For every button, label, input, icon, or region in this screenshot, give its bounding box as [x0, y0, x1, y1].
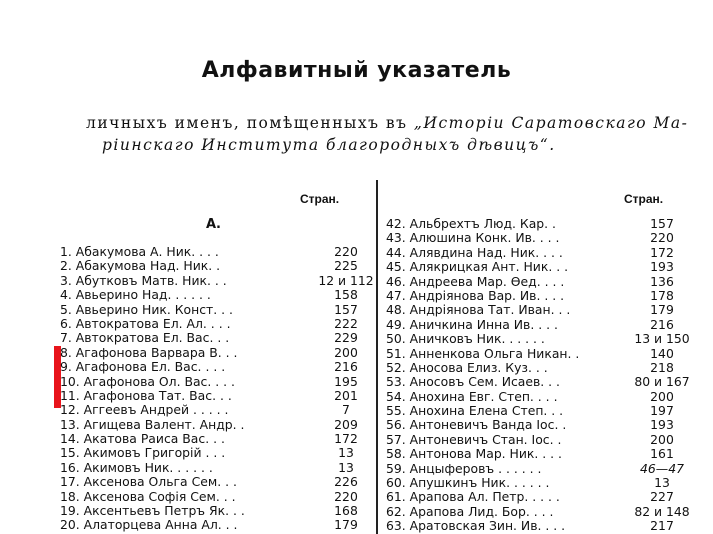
entry-page: 229 [334, 330, 358, 346]
entry-name: 9. Агафонова Ел. Вас. . . . [60, 359, 226, 375]
index-entry [386, 519, 686, 533]
entry-page: 193 [650, 259, 674, 275]
entry-page: 140 [650, 345, 674, 361]
entry-name: 46. Андреева Мар. Ѳед. . . . [386, 273, 565, 289]
index-entry [60, 504, 360, 518]
index-entry [60, 288, 360, 302]
entry-name: 54. Анохина Евг. Степ. . . . [386, 388, 558, 404]
entry-page: 226 [334, 474, 358, 490]
index-entry [60, 446, 360, 460]
entry-page: 168 [334, 503, 358, 519]
entry-page: 218 [650, 359, 674, 375]
index-entry [386, 503, 690, 519]
entry-name: 20. Алаторцева Анна Ал. . . [60, 517, 238, 533]
index-entry [60, 317, 360, 331]
entry-name: 44. Алявдина Над. Ник. . . . [386, 244, 563, 260]
entry-name: 13. Агищева Валент. Андр. . [60, 416, 245, 432]
subtitle-plain-text: личныхъ именъ, помѣщенныхъ въ [86, 114, 414, 132]
entry-name: 18. Аксенова Софія Сем. . . [60, 488, 236, 504]
index-entry [60, 259, 360, 273]
entry-page: 172 [650, 244, 674, 260]
entry-name: 3. Абутковъ Матв. Ник. . . [60, 272, 227, 288]
index-entry [386, 347, 686, 361]
entry-name: 50. Аничковъ Ник. . . . . . [386, 331, 545, 347]
index-entry [60, 346, 360, 360]
entry-page: 82 и 148 [634, 503, 690, 519]
entry-name: 12. Аггеевъ Андрей . . . . . [60, 402, 229, 418]
index-entry [386, 260, 686, 274]
index-entry [386, 231, 686, 245]
index-entry [386, 217, 686, 231]
entry-page: 195 [334, 373, 358, 389]
index-entry [60, 490, 360, 504]
index-entry [60, 303, 360, 317]
entry-page: 178 [650, 287, 674, 303]
entry-page: 161 [650, 446, 674, 462]
entry-name: 19. Аксентьевъ Петръ Як. . . [60, 503, 245, 519]
entry-name: 60. Апушкинъ Ник. . . . . . [386, 475, 550, 491]
index-entry [386, 418, 686, 432]
entry-page: 200 [334, 344, 358, 360]
index-entry [60, 461, 360, 475]
entry-name: 51. Анненкова Ольга Никан. . [386, 345, 580, 361]
entry-name: 53. Аносовъ Сем. Исаев. . . [386, 374, 560, 390]
entry-page: 216 [650, 316, 674, 332]
right-column-header: Стран. [624, 192, 664, 206]
entry-page: 12 и 112 [318, 272, 374, 288]
entry-page: 209 [334, 416, 358, 432]
left-entry-list [60, 244, 374, 533]
index-entry [60, 389, 360, 403]
entry-name: 7. Автократова Ел. Вас. . . [60, 330, 230, 346]
index-entry [386, 361, 686, 375]
entry-name: 1. Абакумова А. Ник. . . . [60, 244, 219, 259]
entry-name: 4. Авьерино Над. . . . . . [60, 287, 211, 303]
subtitle-italic-text: „Исторіи Саратовскаго Ма- [413, 114, 689, 132]
entry-page: 13 и 150 [634, 331, 690, 347]
entry-name: 8. Агафонова Варвара В. . . [60, 344, 238, 360]
entry-page: 157 [650, 216, 674, 231]
index-entry [386, 374, 690, 390]
index-entry [60, 375, 360, 389]
entry-page: 158 [334, 287, 358, 303]
entry-name: 63. Аратовская Зин. Ив. . . . [386, 518, 566, 534]
entry-page: 7 [342, 402, 350, 418]
entry-page: 200 [650, 431, 674, 447]
index-entry [386, 331, 690, 347]
entry-name: 14. Акатова Раиса Вас. . . [60, 431, 225, 447]
entry-page: 172 [334, 431, 358, 447]
entry-name: 55. Анохина Елена Степ. . . [386, 403, 564, 419]
entry-name: 45. Алякрицкая Ант. Ник. . . [386, 259, 569, 275]
entry-name: 15. Акимовъ Григорій . . . [60, 445, 226, 461]
entry-page: 197 [650, 403, 674, 419]
index-entry [60, 432, 360, 446]
entry-page: 200 [650, 388, 674, 404]
index-entry [60, 475, 360, 489]
entry-name: 10. Агафонова Ол. Вас. . . . [60, 373, 235, 389]
entry-page: 13 [338, 445, 354, 461]
index-entry [386, 246, 686, 260]
entry-name: 58. Антонова Мар. Ник. . . . [386, 446, 562, 462]
entry-name: 47. Андріянова Вар. Ив. . . . [386, 287, 565, 303]
entry-name: 52. Аносова Елиз. Куз. . . [386, 359, 548, 375]
index-entry [386, 275, 686, 289]
entry-page: 216 [334, 359, 358, 375]
index-entry [60, 245, 360, 259]
entry-name: 49. Аничкина Инна Ив. . . . [386, 316, 558, 332]
entry-page: 220 [650, 230, 674, 246]
entry-page: 193 [650, 417, 674, 433]
index-entry [386, 476, 686, 490]
entry-name: 62. Арапова Лид. Бор. . . . [386, 503, 554, 519]
index-entry [386, 289, 686, 303]
entry-name: 59. Анцыферовъ . . . . . . [386, 460, 542, 476]
entry-page: 46—47 [640, 460, 684, 476]
index-entry [386, 447, 686, 461]
entry-name: 6. Автократова Ел. Ал. . . . [60, 315, 231, 331]
index-entry [60, 418, 360, 432]
entry-name: 56. Антоневичъ Ванда Іос. . [386, 417, 567, 433]
entry-page: 222 [334, 315, 358, 331]
entry-page: 217 [650, 518, 674, 534]
index-entry [386, 390, 686, 404]
entry-name: 43. Алюшина Конк. Ив. . . . [386, 230, 560, 246]
entry-name: 2. Абакумова Над. Ник. . [60, 258, 221, 274]
index-entry [60, 272, 374, 288]
entry-page: 80 и 167 [634, 374, 690, 390]
entry-name: 42. Альбрехтъ Люд. Кар. . [386, 216, 556, 231]
entry-page: 13 [338, 459, 354, 475]
index-entry [60, 360, 360, 374]
index-entry [386, 462, 686, 476]
entry-name: 17. Аксенова Ольга Сем. . . [60, 474, 237, 490]
entry-page: 157 [334, 301, 358, 317]
index-entry [386, 303, 686, 317]
entry-page: 220 [334, 244, 358, 259]
index-entry [386, 433, 686, 447]
subtitle-line-2: ріинскаго Института благородныхъ дѣвицъ“. [102, 136, 556, 154]
entry-name: 11. Агафонова Тат. Вас. . . [60, 387, 232, 403]
left-column-header: Стран. [300, 192, 340, 206]
entry-name: 48. Андріянова Тат. Иван. . . [386, 302, 571, 318]
entry-page: 227 [650, 489, 674, 505]
entry-page: 201 [334, 387, 358, 403]
index-entry [60, 331, 360, 345]
entry-name: 5. Авьерино Ник. Конст. . . [60, 301, 233, 317]
right-entry-list [386, 216, 690, 534]
index-entry [60, 518, 360, 532]
entry-page: 13 [654, 475, 670, 491]
index-entry [386, 404, 686, 418]
section-letter: А. [206, 217, 221, 232]
index-entry [60, 403, 360, 417]
entry-page: 136 [650, 273, 674, 289]
index-entry [386, 490, 686, 504]
entry-page: 225 [334, 258, 358, 274]
index-entry [386, 318, 686, 332]
subtitle-line-1 [86, 114, 689, 132]
index-title: Алфавитный указатель [201, 58, 512, 83]
entry-name: 61. Арапова Ал. Петр. . . . . [386, 489, 560, 505]
entry-name: 16. Акимовъ Ник. . . . . . [60, 459, 213, 475]
entry-name: 57. Антоневичъ Стан. Іос. . [386, 431, 562, 447]
entry-page: 179 [334, 517, 358, 533]
entry-page: 220 [334, 488, 358, 504]
entry-page: 179 [650, 302, 674, 318]
